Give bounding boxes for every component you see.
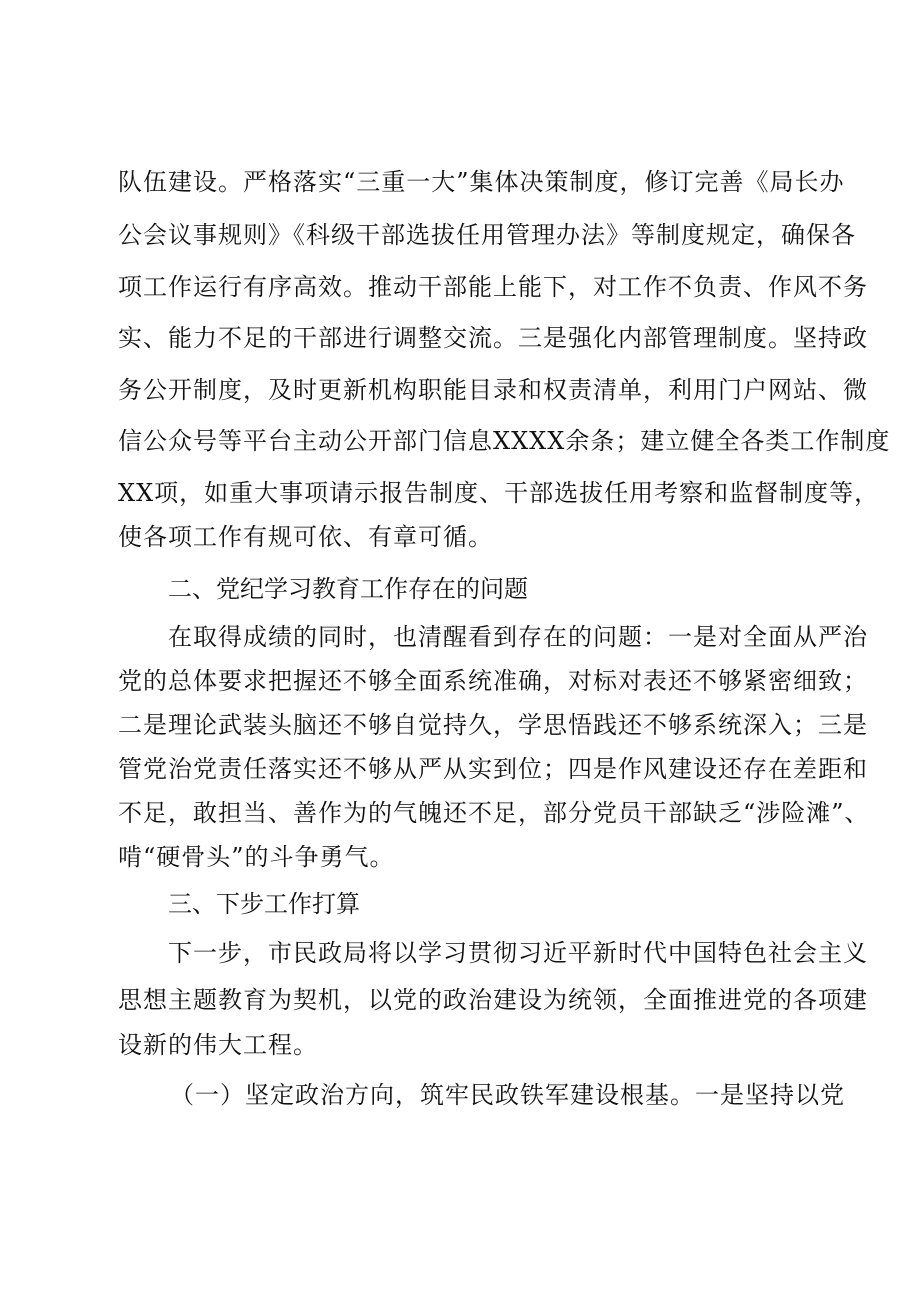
body-text-line: 啃“硬骨头”的斗争勇气。 <box>118 843 395 871</box>
body-text-line: 不足，敢担当、善作为的气魄还不足，部分党员干部缺乏“涉险滩”、 <box>118 799 870 827</box>
body-text-line: 务公开制度，及时更新机构职能目录和权责清单，利用门户网站、微 <box>118 376 868 404</box>
body-text-line: 公会议事规则》《科级干部选拔任用管理办法》等制度规定，确保各 <box>118 221 856 249</box>
body-text-line: 队伍建设。严格落实“三重一大”集体决策制度，修订完善《局长办 <box>118 168 845 196</box>
body-text-line: 管党治党责任落实还不够从严从实到位；四是作风建设还存在差距和 <box>118 755 868 783</box>
body-text-line: 下一步，市民政局将以学习贯彻习近平新时代中国特色社会主义 <box>168 939 868 967</box>
body-text-line: 使各项工作有规可依、有章可循。 <box>118 523 493 551</box>
body-text-line: 党的总体要求把握还不够全面系统准确，对标对表还不够紧密细致； <box>118 667 868 695</box>
body-text-line: 在取得成绩的同时，也清醒看到存在的问题：一是对全面从严治 <box>168 623 868 651</box>
body-text-line: 实、能力不足的干部进行调整交流。三是强化内部管理制度。坚持政 <box>118 324 868 352</box>
body-text-line: （一）坚定政治方向，筑牢民政铁军建设根基。一是坚持以党 <box>170 1081 845 1109</box>
section-heading: 三、下步工作打算 <box>168 890 360 918</box>
section-heading: 二、党纪学习教育工作存在的问题 <box>168 575 528 603</box>
body-text-line: 项工作运行有序高效。推动干部能上能下，对工作不负责、作风不务 <box>118 273 868 301</box>
body-text-line: 信公众号等平台主动公开部门信息XXXX余条；建立健全各类工作制度 <box>118 427 891 455</box>
body-text-line: 设新的伟大工程。 <box>118 1031 318 1059</box>
body-text-line: 二是理论武装头脑还不够自觉持久，学思悟践还不够系统深入；三是 <box>118 711 868 739</box>
body-text-line: XX项，如重大事项请示报告制度、干部选拔任用考察和监督制度等， <box>118 479 880 507</box>
body-text-line: 思想主题教育为契机，以党的政治建设为统领，全面推进党的各项建 <box>118 986 868 1014</box>
